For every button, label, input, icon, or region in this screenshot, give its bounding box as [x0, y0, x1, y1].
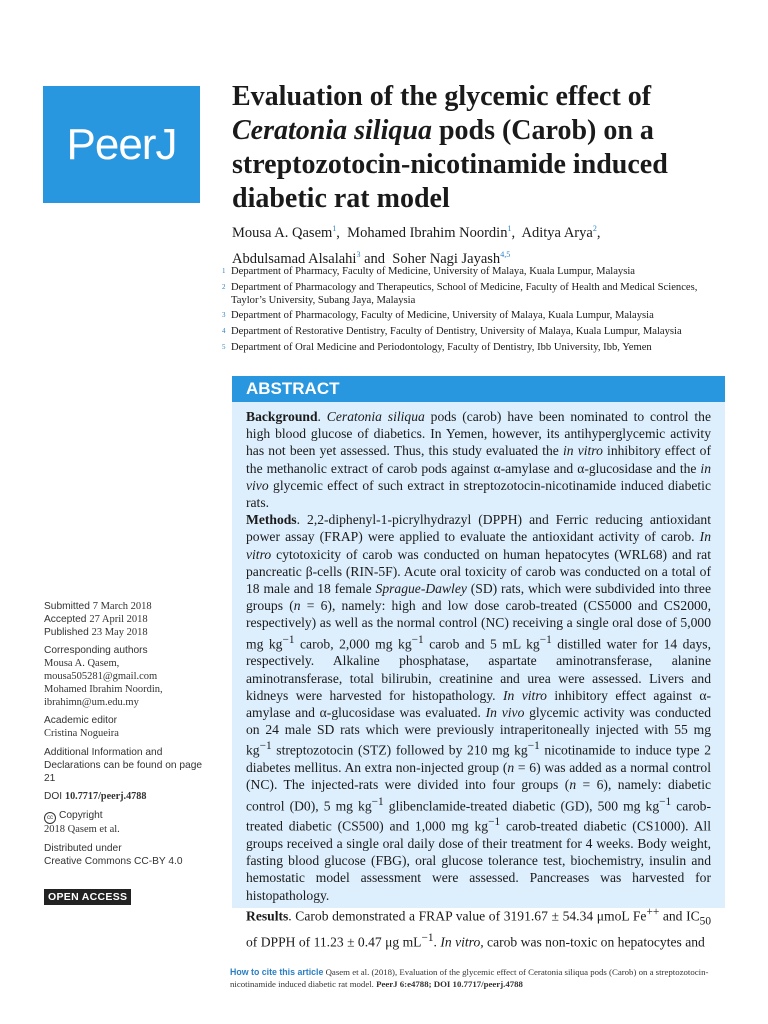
author-affiliation-ref: 4,5	[500, 249, 511, 259]
author-affiliation-ref: 2	[592, 224, 597, 233]
background-label: Background	[246, 409, 318, 424]
doi-link[interactable]: 10.7717/peerj.4788	[64, 791, 147, 803]
affiliation-text: Department of Pharmacology and Therapeutics, School of Medicine, Faculty of Health and Medical Sciences, Taylor’s University, Subang Jaya, Malaysia	[231, 281, 698, 306]
affiliation-text: Department of Oral Medicine and Periodontology, Faculty of Dentistry, Ibb University, Ibb, Yemen	[231, 341, 652, 353]
additional-info-link[interactable]	[44, 747, 214, 785]
abstract-background: Background. Ceratonia siliqua pods (carob) have been nominated to control the high blood glucose of diabetics. In Yemen, however, its antihyperglycemic activity has not been yet assessed. Thus, this study evaluated the in vitro inhibitory effect of the methanolic extract of carob pods against α-amylase and α-glucosidase and the in vivo glycemic effect of such extract in streptozotocin-nicotinamide induced diabetic rats.	[246, 409, 712, 511]
published-label: Published	[44, 626, 89, 638]
affiliation-number: 3	[222, 311, 226, 320]
affiliation-text: Department of Restorative Dentistry, Faculty of Dentistry, University of Malaya, Kuala Lumpur, Malaysia	[231, 326, 682, 338]
author-affiliation-ref: 3	[356, 249, 361, 259]
published-date: 23 May 2018	[91, 626, 148, 638]
title-line-1: Evaluation of the glycemic effect of	[232, 81, 652, 112]
submitted-date: 7 March 2018	[92, 601, 152, 612]
academic-editor	[44, 715, 214, 741]
author-affiliation-ref: 1	[507, 224, 512, 233]
author-name[interactable]: Abdulsamad Alsalahi	[232, 250, 357, 267]
author-name[interactable]: Aditya Arya	[521, 224, 593, 241]
affiliation-number: 1	[222, 267, 226, 275]
abstract-heading-text: ABSTRACT	[246, 379, 340, 398]
title-line-4: diabetic rat model	[232, 183, 450, 214]
affiliation-number: 5	[222, 342, 226, 351]
abstract-body	[232, 402, 725, 950]
copyright	[44, 810, 214, 837]
distributed-label: Distributed under	[44, 842, 122, 854]
author-list: Mousa A. Qasem$^1$, Mohamed Ibrahim Noordin$^1$, Aditya Arya$^2$, Abdulsamad Alsalahi$^3$ and Soher Nagi Jayash$^{4,5}$	[232, 224, 601, 267]
affiliation-item	[222, 282, 732, 308]
corresponding-author-name: Mousa A. Qasem,	[44, 658, 120, 670]
peerj-logo	[43, 86, 200, 203]
copyright-value: 2018 Qasem et al.	[44, 824, 120, 836]
affiliation-item	[222, 266, 732, 279]
abstract-results: Results. Carob demonstrated a FRAP value of 3191.67 ± 54.34 μmoL Fe++ and $IC_{50}$ of DPPH of 11.23 ± 0.47 μg $mL^{-1}$. In vitro, carob was non-toxic on hepatocytes and	[246, 905, 711, 950]
affiliation-item	[222, 342, 732, 355]
author-name[interactable]: Mohamed Ibrahim Noordin	[347, 224, 508, 241]
affiliation-list	[222, 266, 732, 358]
editor-label: Academic editor	[44, 715, 118, 727]
affiliation-item	[222, 326, 732, 339]
author-affiliation-ref: 1	[332, 224, 337, 233]
author-name[interactable]: Soher Nagi Jayash	[392, 250, 501, 267]
journal-reference[interactable]: PeerJ 6:e4788; DOI 10.7717/peerj.4788	[376, 978, 523, 989]
license-link[interactable]: Creative Commons CC-BY 4.0	[44, 855, 183, 867]
title-species: Ceratonia siliqua	[232, 115, 432, 146]
copyright-icon: cc	[44, 812, 56, 824]
methods-label: Methods	[246, 512, 297, 528]
accepted-label: Accepted	[44, 613, 87, 625]
title-line-3: streptozotocin-nicotinamide induced	[232, 149, 668, 180]
citation-text: Qasem et al. (2018), Evaluation of the glycemic effect of Ceratonia siliqua pods (Carob) on a streptozotocin-nicotinamide induced diabetic rat model.	[230, 967, 709, 989]
affiliation-number: 2	[222, 282, 226, 291]
additional-info-text[interactable]: Additional Information and Declarations can be found on page 21	[44, 746, 203, 784]
abstract-heading	[232, 376, 725, 402]
publication-dates	[44, 601, 214, 639]
doi	[44, 791, 214, 804]
how-to-cite-label: How to cite this article	[230, 967, 324, 977]
title-line-2: pods (Carob) on a	[431, 115, 654, 146]
accepted-date: 27 April 2018	[89, 613, 148, 625]
corresponding-label: Corresponding authors	[44, 645, 148, 657]
article-info-sidebar	[44, 601, 214, 905]
license	[44, 843, 214, 869]
affiliation-text: Department of Pharmacy, Faculty of Medicine, University of Malaya, Kuala Lumpur, Malaysia	[231, 266, 635, 277]
submitted-label: Submitted	[44, 601, 90, 612]
affiliation-text: Department of Pharmacology, Faculty of Medicine, University of Malaya, Kuala Lumpur, Malaysia	[231, 310, 654, 322]
corresponding-author-email[interactable]: mousa505281@gmail.com	[44, 670, 158, 682]
doi-label: DOI	[44, 791, 63, 803]
author-name[interactable]: Mousa A. Qasem	[232, 224, 333, 241]
affiliation-number: 4	[222, 327, 226, 336]
corresponding-author-name: Mohamed Ibrahim Noordin,	[44, 683, 163, 695]
open-access-badge: OPEN ACCESS	[44, 889, 131, 906]
article-title	[232, 80, 732, 216]
affiliation-item	[222, 310, 732, 323]
page-footer	[230, 967, 725, 990]
corresponding-author-email[interactable]: ibrahimn@um.edu.my	[44, 696, 139, 708]
corresponding-authors	[44, 645, 214, 709]
copyright-label: Copyright	[59, 810, 103, 822]
editor-name: Cristina Nogueira	[44, 728, 119, 740]
logo-text: PeerJ	[66, 119, 177, 169]
abstract-methods: Methods. 2,2-diphenyl-1-picrylhydrazyl (DPPH) and Ferric reducing antioxidant power assay (FRAP) were applied to evaluate the antioxidant activity of carob. In vitro cytotoxicity of carob was conducted on human hepatocytes (WRL68) and rat pancreatic β-cells (RIN-5F). Acute oral toxicity of carob was conducted on a total of 18 male and 18 female Sprague-Dawley (SD) rats, which were subdivided into three groups (n = 6), namely: high and low dose carob-treated (CS5000 and CS2000, respectively) as well as the normal control (NC) receiving a single oral dose of 5,000 mg $kg^{-1}$ carob, 2,000 mg $kg^{-1}$ carob and 5 mL $kg^{-1}$ distilled water for 14 days, respectively. Alkaline phosphatase, aspartate aminotransferase, alanine aminotransferase, total bilirubin, creatinine and urea were assessed. Livers and kidneys were harvested for histopathology. In vitro inhibitory effect against α-amylase and α-glucosidase was evaluated. In vivo glycemic activity was conducted on 24 male SD rats which were previously intraperitoneally injected with 55 mg $kg^{-1}$ streptozotocin (STZ) followed by 210 mg $kg^{-1}$ nicotinamide to induce type 2 diabetes mellitus. An extra non-injected group (n = 6) was added as a normal control (NC). The injected-rats were divided into four groups (n = 6), namely: diabetic control (D0), 5 mg $kg^{-1}$ glibenclamide-treated diabetic (GD), 500 mg $kg^{-1}$ carob-treated diabetic (CS500) and 1,000 mg $kg^{-1}$ carob-treated diabetic (CS1000). All groups received a single oral daily dose of their treatment for 4 weeks. Body weight, fasting blood glucose (FBG), oral glucose tolerance test, biochemistry, insulin and hemostatic model assessment were assessed. Pancreases was harvested for histopathology.	[246, 512, 712, 903]
results-label: Results	[246, 908, 289, 924]
